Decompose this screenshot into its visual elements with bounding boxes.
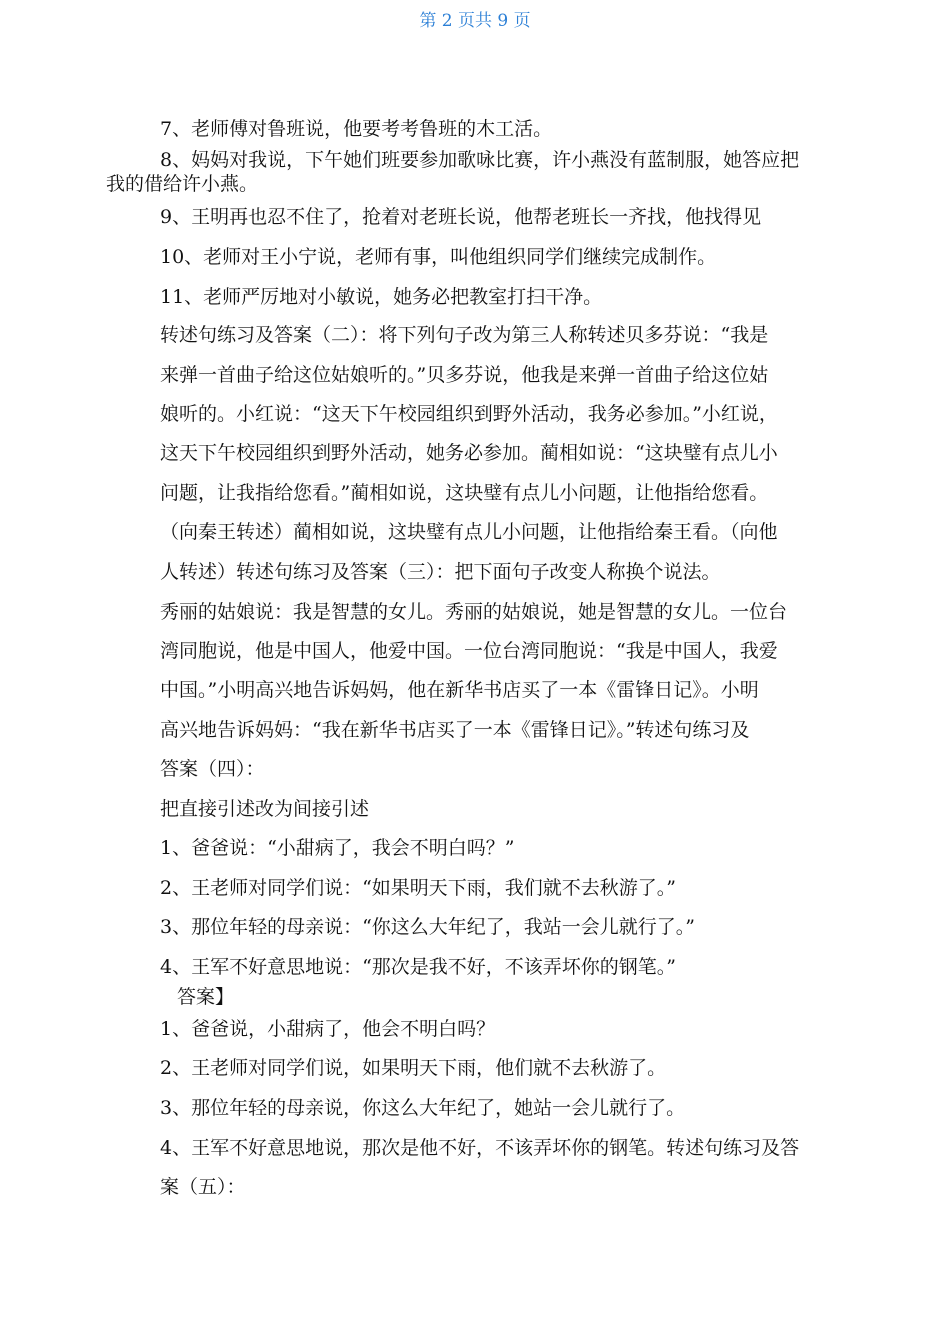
text-line: 1、爸爸说，小甜病了，他会不明白吗？ bbox=[160, 1018, 496, 1040]
text-line: 人转述）转述句练习及答案（三）：把下面句子改变人称换个说法。 bbox=[160, 561, 721, 583]
text-line: 10、老师对王小宁说，老师有事，叫他组织同学们继续完成制作。 bbox=[160, 246, 717, 268]
text-line: 11、老师严厉地对小敏说，她务必把教室打扫干净。 bbox=[160, 286, 603, 308]
text-line: 秀丽的姑娘说：我是智慧的女儿。秀丽的姑娘说，她是智慧的女儿。一位台 bbox=[160, 601, 788, 623]
answer-heading: 答案】 bbox=[177, 986, 235, 1008]
page-indicator: 第 2 页共 9 页 bbox=[419, 11, 531, 31]
text-line: 7、老师傅对鲁班说，他要考考鲁班的木工活。 bbox=[160, 118, 553, 140]
text-line: 湾同胞说，他是中国人，他爱中国。一位台湾同胞说：“我是中国人，我爱 bbox=[160, 640, 778, 662]
text-line: 4、王军不好意思地说：“那次是我不好，不该弄坏你的钢笔。” bbox=[160, 956, 677, 978]
text-line: 3、那位年轻的母亲说：“你这么大年纪了，我站一会儿就行了。” bbox=[160, 916, 696, 938]
text-line: 4、王军不好意思地说，那次是他不好，不该弄坏你的钢笔。转述句练习及答 bbox=[160, 1137, 800, 1159]
text-line: 这天下午校园组织到野外活动，她务必参加。蔺相如说：“这块璧有点儿小 bbox=[160, 442, 778, 464]
text-line: 3、那位年轻的母亲说，你这么大年纪了，她站一会儿就行了。 bbox=[160, 1097, 686, 1119]
text-line: 娘听的。小红说：“这天下午校园组织到野外活动，我务必参加。”小红说， bbox=[160, 403, 778, 425]
text-line: 1、爸爸说：“小甜病了，我会不明白吗？” bbox=[160, 837, 515, 859]
text-line: 8、妈妈对我说，下午她们班要参加歌咏比赛，许小燕没有蓝制服，她答应把 bbox=[160, 149, 800, 171]
text-line: 问题，让我指给您看。”蔺相如说，这块璧有点儿小问题，让他指给您看。 bbox=[160, 482, 769, 504]
text-line: 2、王老师对同学们说：“如果明天下雨，我们就不去秋游了。” bbox=[160, 877, 677, 899]
text-line: 案（五）： bbox=[160, 1176, 246, 1198]
text-line: 高兴地告诉妈妈：“我在新华书店买了一本《雷锋日记》。”转述句练习及 bbox=[160, 719, 750, 741]
text-line: 2、王老师对同学们说，如果明天下雨，他们就不去秋游了。 bbox=[160, 1057, 667, 1079]
text-line: 答案（四）： bbox=[160, 758, 265, 780]
text-line: 转述句练习及答案（二）：将下列句子改为第三人称转述贝多芬说：“我是 bbox=[160, 324, 769, 346]
text-line: 9、王明再也忍不住了，抢着对老班长说，他帮老班长一齐找，他找得见 bbox=[160, 206, 762, 228]
text-line: 来弹一首曲子给这位姑娘听的。”贝多芬说，他我是来弹一首曲子给这位姑 bbox=[160, 364, 769, 386]
text-line: 中国。”小明高兴地告诉妈妈，他在新华书店买了一本《雷锋日记》。小明 bbox=[160, 679, 759, 701]
text-line: 把直接引述改为间接引述 bbox=[160, 798, 370, 820]
text-line: （向秦王转述）蔺相如说，这块璧有点儿小问题，让他指给秦王看。（向他 bbox=[160, 521, 778, 543]
text-line: 我的借给许小燕。 bbox=[106, 173, 259, 195]
